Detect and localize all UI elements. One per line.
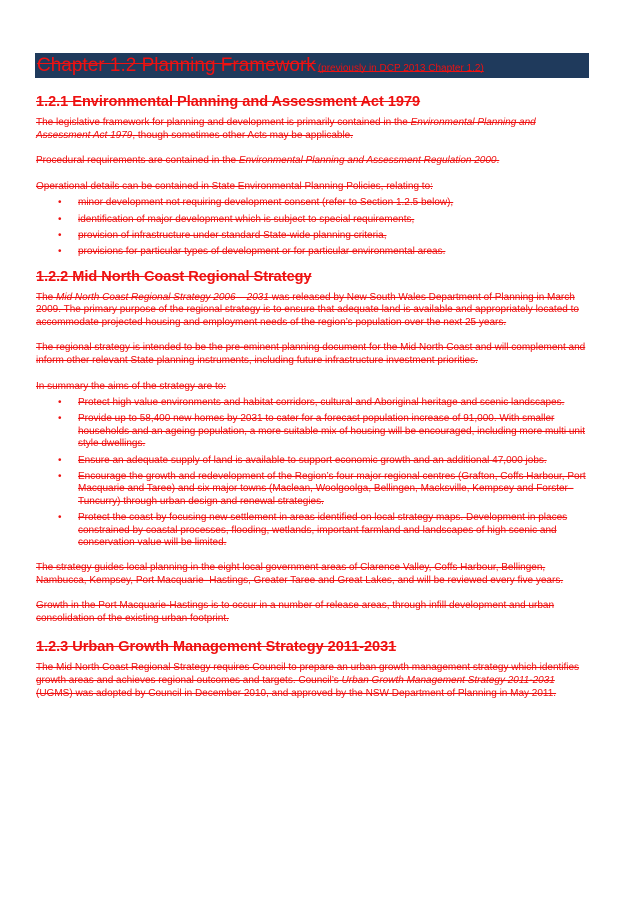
strategy-title: Mid North Coast Regional Strategy 2006 – 2031 xyxy=(56,291,269,303)
paragraph: In summary the aims of the strategy are to: xyxy=(36,380,227,392)
text-run: The xyxy=(36,291,57,303)
bullet-icon: • xyxy=(58,245,62,257)
chapter-banner xyxy=(35,53,589,78)
list-item-text: Provide up to 58,400 new homes by 2031 to cater for a forecast population increase of 91,000. With smaller households and an ageing population, a more suitable mix of housing will be encouraged, including more multi unit style dwellings. xyxy=(78,413,585,450)
text-run: The legislative framework for planning and development is primarily contained in the xyxy=(36,117,411,128)
bullet-icon: • xyxy=(58,397,62,409)
list-item xyxy=(36,230,588,243)
list-item-text: provision of infrastructure under standard State-wide planning criteria, xyxy=(78,229,387,241)
list-item xyxy=(36,413,588,451)
list-item-text: Protect high value environments and habitat corridors, cultural and Aboriginal heritage and scenic landscapes. xyxy=(78,397,565,409)
list-item-text: Protect the coast by focusing new settlement in areas identified on local strategy maps. Development in places constrained by coastal processes, flooding, wetlands, important farmland and landscapes of high scenic and conservation value will be limited. xyxy=(78,512,568,549)
list-item-text: identification of major development which is subject to special requirements, xyxy=(78,213,415,225)
bullet-icon: • xyxy=(58,470,62,482)
paragraph: Operational details can be contained in State Environmental Planning Policies, relating to: xyxy=(36,180,433,192)
list-item xyxy=(36,214,588,227)
bullet-icon: • xyxy=(58,197,62,209)
list-item-text: Encourage the growth and redevelopment of the Region’s four major regional centres (Grafton, Coffs Harbour, Port Macquarie and Taree) and six major towns (Maclean, Woolgoolga, Bellingen, Macksville, Kempsey and Forster–Tuncurry) through urban design and renewal strategies. xyxy=(78,470,586,508)
paragraph xyxy=(36,117,588,142)
paragraph xyxy=(36,155,588,168)
bullet-icon: • xyxy=(58,413,62,425)
text-run: was released by New South Wales Department of Planning in March 2009. The primary purpose of the regional strategy is to ensure that adequate land is available and appropriately located to accommodate projected housing and employment needs of the region’s population over the next 25 years. xyxy=(36,291,579,328)
section-heading-1-2-2: 1.2.2 Mid North Coast Regional Strategy xyxy=(36,268,312,285)
text-run: . xyxy=(496,155,500,167)
text-run: The Mid North Coast Regional Strategy requires Council to prepare an urban growth management strategy which identifies growth areas and achieves regional outcomes and targets. Council’s xyxy=(36,662,580,686)
text-run: , though sometimes other Acts may be applicable. xyxy=(132,129,354,141)
paragraph: The strategy guides local planning in the eight local government areas of Clarence Valley, Coffs Harbour, Bellingen, Nambucca, Kempsey, Port Macquarie–Hastings, Greater Taree and Great Lakes, and will be reviewed every five years. xyxy=(36,562,564,586)
list-item xyxy=(36,512,588,550)
list-item xyxy=(36,397,588,410)
bullet-icon: • xyxy=(58,454,62,466)
paragraph xyxy=(36,292,588,330)
list-item-text: minor development not requiring development consent (refer to Section 1.2.5 below), xyxy=(78,197,454,209)
bullet-list xyxy=(36,197,588,258)
section-heading-1-2-1: 1.2.1 Environmental Planning and Assessment Act 1979 xyxy=(36,94,421,110)
section-heading-1-2-3: 1.2.3 Urban Growth Management Strategy 2011-2031 xyxy=(36,639,397,656)
bullet-icon: • xyxy=(58,229,62,241)
list-item-text: Ensure an adequate supply of land is available to support economic growth and an additional 47,000 jobs. xyxy=(78,454,547,466)
bullet-icon: • xyxy=(58,512,62,524)
paragraph xyxy=(36,662,588,700)
list-item-text: provisions for particular types of development or for particular environmental areas. xyxy=(78,245,446,257)
act-title: Environmental Planning and Assessment Act 1979 xyxy=(36,117,536,141)
list-item xyxy=(36,471,588,509)
document-body xyxy=(36,93,588,713)
list-item xyxy=(36,197,588,210)
chapter-title: Chapter 1.2 Planning Framework xyxy=(37,55,316,76)
bullet-icon: • xyxy=(58,213,62,225)
text-run: Procedural requirements are contained in the xyxy=(36,155,239,167)
regulation-title: Environmental Planning and Assessment Regulation 2000 xyxy=(238,155,497,167)
bullet-list xyxy=(36,397,588,550)
paragraph: Growth in the Port Macquarie-Hastings is to occur in a number of release areas, through infill development and urban consolidation of the existing urban footprint. xyxy=(36,600,555,624)
text-run: (UGMS) was adopted by Council in December 2010, and approved by the NSW Department of Planning in May 2011. xyxy=(36,687,557,699)
list-item xyxy=(36,246,588,259)
chapter-subtitle: (previously in DCP 2013 Chapter 1.2) xyxy=(317,63,484,74)
list-item xyxy=(36,455,588,468)
ugms-title: Urban Growth Management Strategy 2011-2031 xyxy=(341,674,555,686)
paragraph: The regional strategy is intended to be the pre-eminent planning document for the Mid North Coast and will complement and inform other relevant State planning instruments, including future infrastructure investment priorities. xyxy=(36,342,586,366)
